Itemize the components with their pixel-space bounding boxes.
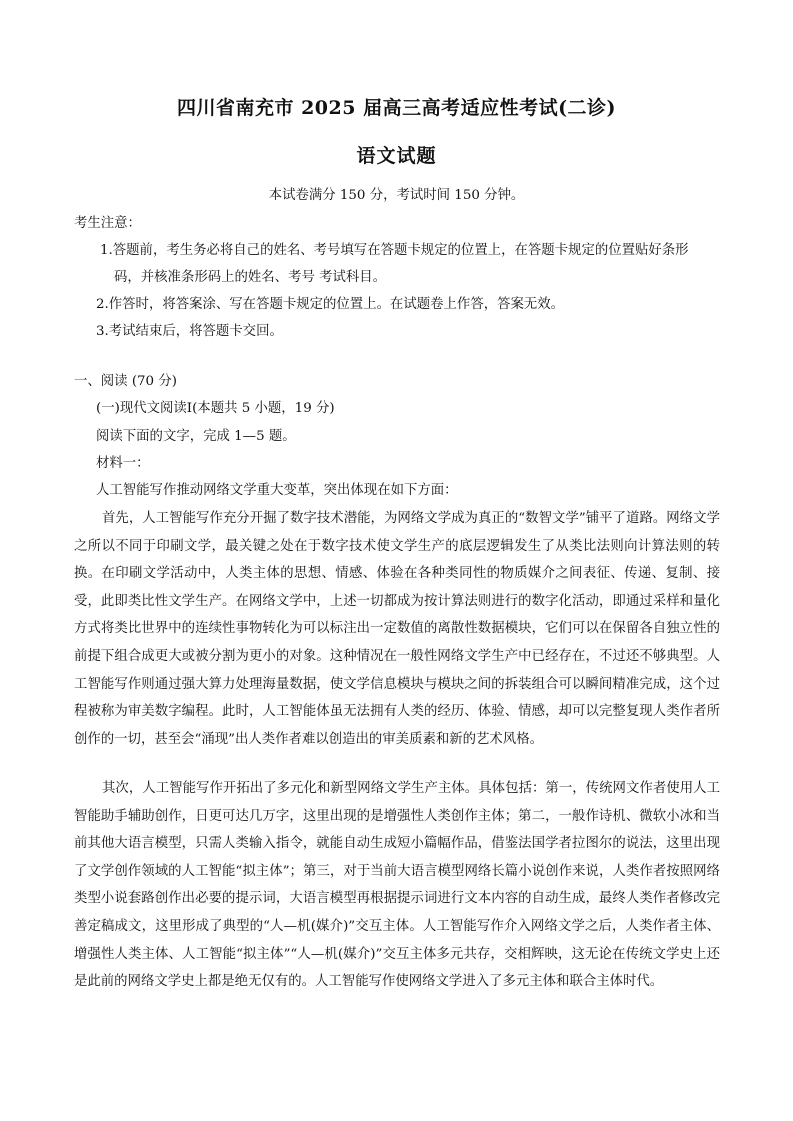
- section-instruction: 阅读下面的文字，完成 1—5 题。: [96, 429, 296, 444]
- notice-item-1-line-2: 码，并核准条形码上的姓名、考号 考试科目。: [114, 270, 387, 285]
- exam-info: 本试卷满分 150 分，考试时间 150 分钟。: [268, 188, 525, 203]
- material-intro: 人工智能写作推动网络文学重大变革，突出体现在如下方面：: [96, 483, 458, 498]
- paragraph-1: 首先，人工智能写作充分开掘了数字技术潜能，为网络文学成为真正的“数智文学”铺平了道路。网络文学之所以不同于印刷文学，最关键之处在于数字技术使文学生产的底层逻辑发生了从类比法则向计算法则的转换。在印刷文学活动中，人类主体的思想、情感、体验在各种类同性的物质媒介之间表征、传递、复制、接受，此即类比性文学生产。在网络文学中，上述一切都成为按计算法则进行的数字化活动，即通过采样和量化方式将类比世界中的连续性事物转化为可以标注出一定数值的离散性数据模块，它们可以在保留各自独立性的前提下组合成更大或被分割为更小的对象。这种情况在一般性网络文学生产中已经存在，不过还不够典型。人工智能写作则通过强大算力处理海量数据，使文学信息模块与模块之间的拆装组合可以瞬间精准完成，这个过程被称为审美数字编程。此时，人工智能体虽无法拥有人类的经历、体验、情感，却可以完整复现人类作者所创作的一切，甚至会“涌现”出人类作者难以创造出的审美质素和新的艺术风格。: [74, 511, 720, 747]
- notice-item-3: 3.考试结束后，将答题卡交回。: [96, 324, 283, 339]
- material-label: 材料一：: [96, 456, 150, 471]
- notice-item-1-line-1: 1.答题前，考生务必将自己的姓名、考号填写在答题卡规定的位置上，在答题卡规定的位置贴好条形: [100, 243, 689, 258]
- notice-item-2: 2.作答时，将答案涂、写在答题卡规定的位置上。在试题卷上作答，答案无效。: [96, 297, 565, 312]
- exam-title: 四川省南充市 2025 届高三高考适应性考试(二诊): [176, 97, 617, 119]
- paragraph-2: 其次，人工智能写作开拓出了多元化和新型网络文学生产主体。具体包括：第一，传统网文作者使用人工智能助手辅助创作，日更可达几万字，这里出现的是增强性人类创作主体；第二，一般作诗机、微软小冰和当前其他大语言模型，只需人类输入指令，就能自动生成短小篇幅作品，借鉴法国学者拉图尔的说法，这里出现了文学创作领域的人工智能“拟主体”；第三，对于当前大语言模型网络长篇小说创作来说，人类作者按照网络类型小说套路创作出必要的提示词，大语言模型再根据提示词进行文本内容的自动生成，最终人类作者修改完善定稿成文，这里形成了典型的“人—机(媒介)”交互主体。人工智能写作介入网络文学之后，人类作者主体、增强性人类主体、人工智能“拟主体”“人—机(媒介)”交互主体多元共存，交相辉映，这无论在传统文学史上还是此前的网络文学史上都是绝无仅有的。人工智能写作使网络文学进入了多元主体和联合主体时代。: [74, 781, 720, 990]
- section-sub-heading: (一)现代文阅读Ⅰ(本题共 5 小题，19 分): [96, 401, 335, 416]
- exam-subtitle: 语文试题: [356, 145, 437, 167]
- notice-heading: 考生注意：: [74, 216, 141, 231]
- section-heading: 一、阅读 (70 分): [74, 374, 177, 389]
